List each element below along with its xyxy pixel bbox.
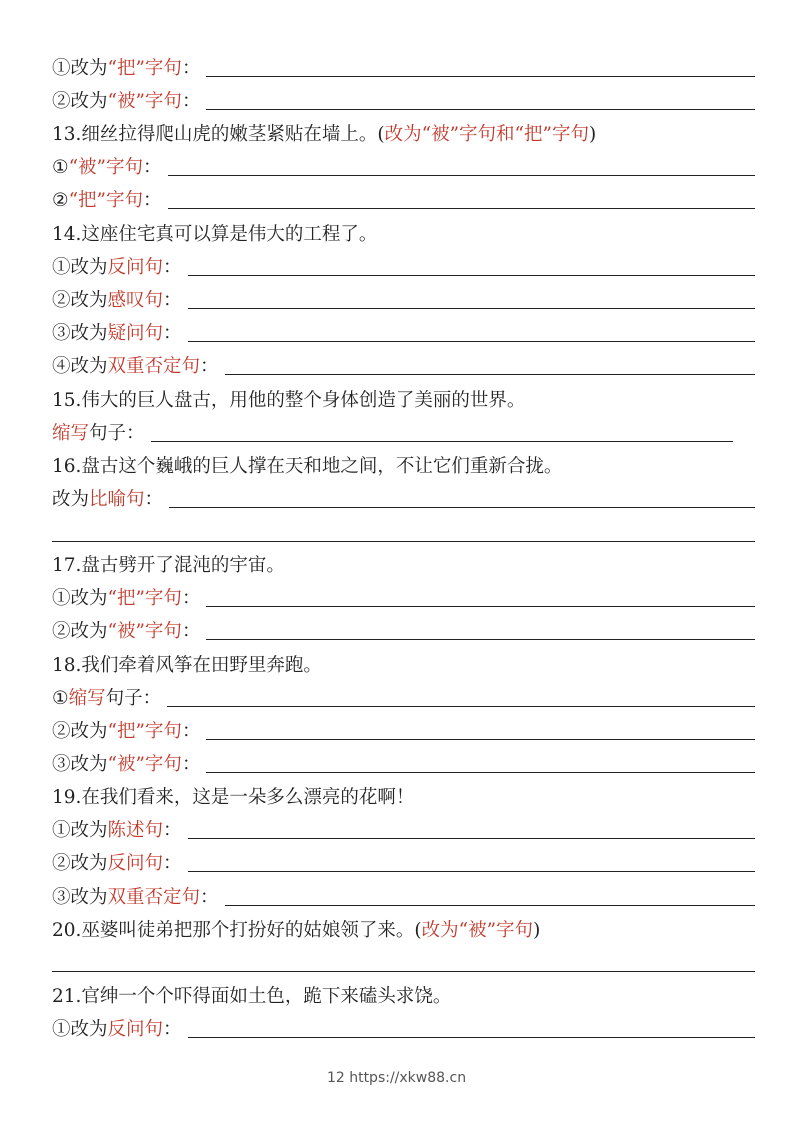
answer-blank[interactable] — [188, 871, 755, 872]
text-segment: ①改为 — [52, 58, 108, 79]
question-q21 — [52, 978, 451, 1008]
answer-row-r18 — [52, 879, 755, 909]
text-segment: 句子： — [105, 688, 162, 709]
text-segment: 13.细丝拉得爬山虎的嫩茎紧贴在墙上。( — [52, 124, 385, 145]
text-segment: 15.伟大的巨人盘古，用他的整个身体创造了美丽的世界。 — [52, 390, 526, 411]
answer-row-r15 — [52, 746, 755, 776]
answer-blank[interactable] — [206, 76, 755, 77]
question-q13 — [52, 116, 596, 146]
text-segment: 17.盘古劈开了混沌的宇宙。 — [52, 555, 285, 576]
instruction-highlight: 改为“被”字句 — [421, 920, 534, 941]
answer-row-r16 — [52, 812, 755, 842]
text-segment: ④改为 — [52, 356, 108, 377]
text-segment: ： — [181, 91, 201, 112]
answer-blank[interactable] — [206, 639, 755, 640]
text-segment: ② — [52, 190, 69, 211]
text-segment: ③改为 — [52, 323, 108, 344]
instruction-highlight: 缩写 — [68, 688, 106, 709]
answer-row-r12 — [52, 613, 755, 643]
text-segment: ： — [181, 588, 201, 609]
instruction-highlight: “把”字句 — [107, 588, 182, 609]
answer-row-r17 — [52, 845, 755, 875]
instruction-highlight: “被”字句 — [68, 157, 144, 178]
text-segment: ： — [163, 820, 182, 841]
answer-row-r14 — [52, 713, 755, 743]
text-segment: 20.巫婆叫徒弟把那个打扮好的姑娘领了来。( — [52, 920, 422, 941]
text-segment: ①改为 — [52, 257, 108, 278]
text-segment: ： — [163, 257, 182, 278]
answer-blank[interactable] — [206, 739, 755, 740]
text-segment: ①改为 — [52, 1019, 108, 1040]
text-segment: ： — [144, 489, 164, 510]
text-segment: ②改为 — [52, 621, 108, 642]
text-segment: 18.我们牵着风筝在田野里奔跑。 — [52, 655, 322, 676]
text-segment: 19.在我们看来，这是一朵多么漂亮的花啊！ — [52, 787, 415, 808]
text-segment: ： — [163, 1019, 182, 1040]
instruction-highlight: 反问句 — [107, 1019, 164, 1040]
text-segment: ②改为 — [52, 853, 108, 874]
answer-blank[interactable] — [206, 109, 755, 110]
answer-blank[interactable] — [225, 374, 755, 375]
instruction-highlight: 感叹句 — [107, 290, 164, 311]
answer-row-r3 — [52, 149, 755, 179]
text-segment: ① — [52, 688, 69, 709]
text-segment: ③改为 — [52, 754, 108, 775]
answer-row-r19 — [52, 1011, 755, 1041]
answer-blank[interactable] — [169, 507, 755, 508]
answer-blank[interactable] — [188, 308, 755, 309]
text-segment: ①改为 — [52, 588, 108, 609]
answer-row-r7 — [52, 315, 755, 345]
text-segment: ① — [52, 157, 69, 178]
answer-blank[interactable] — [188, 1037, 755, 1038]
text-segment: 14.这座住宅真可以算是伟大的工程了。 — [52, 224, 378, 245]
answer-row-r1 — [52, 50, 755, 80]
answer-blank[interactable] — [151, 441, 733, 442]
text-segment: ： — [143, 190, 162, 211]
text-segment: ③改为 — [52, 887, 108, 908]
question-q18 — [52, 647, 322, 677]
answer-blank[interactable] — [225, 905, 755, 906]
answer-row-r9 — [52, 415, 733, 445]
answer-row-r2 — [52, 83, 755, 113]
question-q15 — [52, 382, 525, 412]
answer-row-r13 — [52, 680, 755, 710]
text-segment: ： — [163, 853, 182, 874]
text-segment: ： — [163, 290, 182, 311]
answer-row-r5 — [52, 249, 755, 279]
text-segment: ： — [181, 58, 201, 79]
question-q17 — [52, 547, 285, 577]
text-segment: ①改为 — [52, 820, 108, 841]
answer-row-r11 — [52, 580, 755, 610]
instruction-highlight: 反问句 — [107, 257, 164, 278]
instruction-highlight: “把”字句 — [107, 721, 182, 742]
answer-blank[interactable] — [206, 772, 755, 773]
question-q16 — [52, 448, 562, 478]
text-segment: ) — [533, 920, 541, 941]
answer-blank[interactable] — [167, 706, 755, 707]
answer-row-r8 — [52, 348, 755, 378]
instruction-highlight: “被”字句 — [107, 754, 182, 775]
answer-row-r4 — [52, 182, 755, 212]
instruction-highlight: “被”字句 — [107, 621, 182, 642]
instruction-highlight: 疑问句 — [107, 323, 164, 344]
instruction-highlight: 改为“被”字句和“把”字句 — [384, 124, 589, 145]
text-segment: ②改为 — [52, 721, 108, 742]
text-segment: ： — [143, 157, 162, 178]
instruction-highlight: 陈述句 — [107, 820, 164, 841]
instruction-highlight: “把”字句 — [68, 190, 144, 211]
text-segment: 改为 — [52, 489, 90, 510]
answer-blank[interactable] — [168, 175, 755, 176]
answer-blank[interactable] — [188, 275, 755, 276]
answer-blank[interactable] — [188, 838, 755, 839]
text-segment: 16.盘古这个巍峨的巨人撑在天和地之间，不让它们重新合拢。 — [52, 456, 563, 477]
instruction-highlight: 比喻句 — [89, 489, 145, 510]
text-segment: 句子： — [89, 423, 145, 444]
text-segment: ) — [588, 124, 597, 145]
answer-line-20[interactable] — [52, 971, 755, 972]
question-q14 — [52, 216, 377, 246]
answer-row-r10 — [52, 481, 755, 511]
text-segment: 21.官绅一个个吓得面如土色，跪下来磕头求饶。 — [52, 986, 452, 1007]
text-segment: ： — [181, 721, 201, 742]
question-q20 — [52, 912, 540, 942]
text-segment: ②改为 — [52, 91, 108, 112]
answer-row-r6 — [52, 282, 755, 312]
instruction-highlight: 双重否定句 — [107, 887, 201, 908]
instruction-highlight: “把”字句 — [107, 58, 182, 79]
text-segment: ： — [200, 887, 219, 908]
text-segment: ： — [163, 323, 182, 344]
answer-blank[interactable] — [168, 208, 755, 209]
answer-blank[interactable] — [206, 606, 755, 607]
text-segment: ： — [181, 754, 201, 775]
instruction-highlight: 缩写 — [52, 423, 90, 444]
answer-line-16b[interactable] — [52, 541, 755, 542]
instruction-highlight: “被”字句 — [107, 91, 182, 112]
text-segment: ②改为 — [52, 290, 108, 311]
answer-blank[interactable] — [188, 341, 755, 342]
instruction-highlight: 双重否定句 — [107, 356, 201, 377]
text-segment: ： — [181, 621, 201, 642]
question-q19 — [52, 779, 414, 809]
page-footer: 12 https://xkw88.cn — [326, 1070, 467, 1086]
instruction-highlight: 反问句 — [107, 853, 164, 874]
text-segment: ： — [200, 356, 219, 377]
